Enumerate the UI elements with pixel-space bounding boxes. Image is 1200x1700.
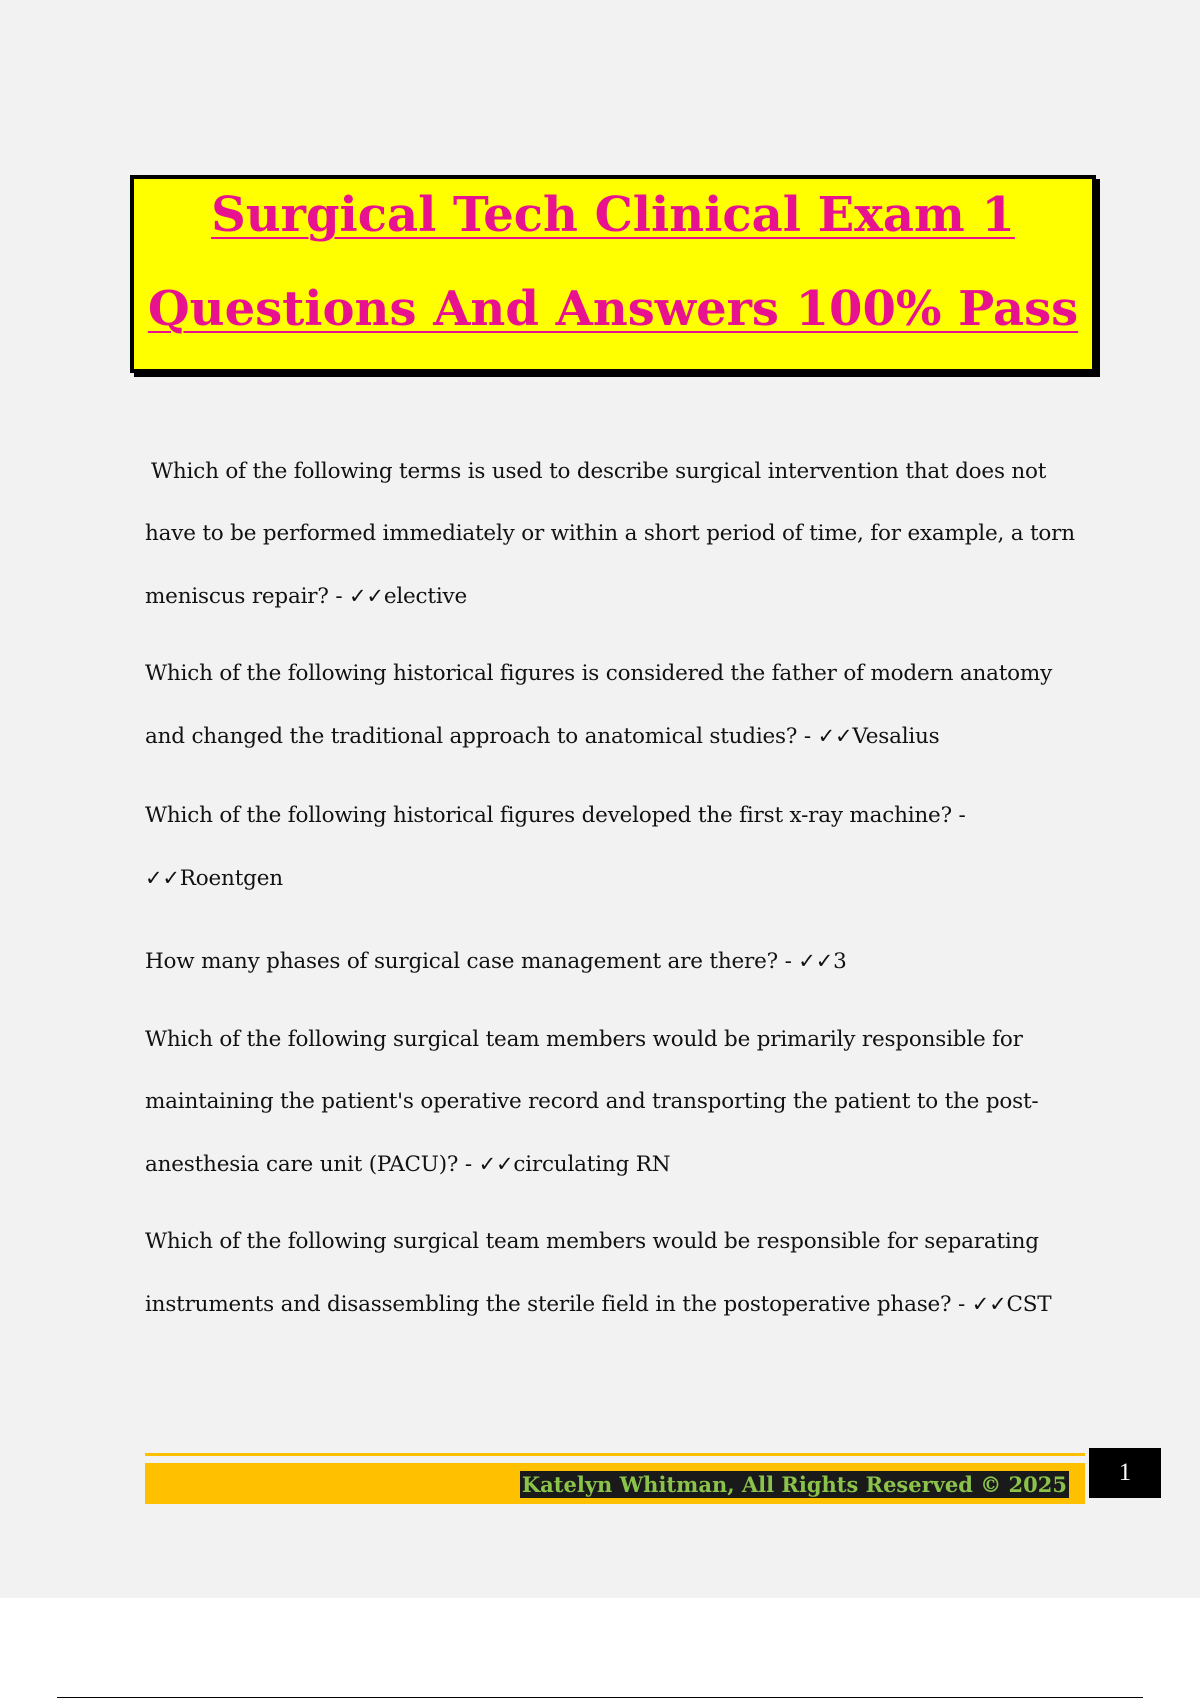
question-text: Which of the following surgical team members would be responsible for separating instruments and disassembling the sterile field in the postoperative phase? - [145,1229,1039,1317]
qa-item [145,643,1085,768]
check-icon: ✓✓ [145,866,180,890]
copyright-text: Katelyn Whitman, All Rights Reserved © 2025 [521,1472,1067,1497]
check-icon: ✓✓ [349,584,384,608]
check-icon: ✓✓ [478,1152,514,1176]
question-text: Which of the following historical figures is considered the father of modern anatomy and changed the traditional approach to anatomical studies? - [145,661,1053,749]
qa-item [145,1009,1085,1196]
bottom-divider [57,1697,1143,1698]
answer-text: Roentgen [179,866,283,891]
title-line-2: Questions And Answers 100% Pass [147,281,1079,337]
footer-bar [145,1463,1085,1504]
answer-text: 3 [833,949,847,974]
answer-text: circulating RN [513,1152,671,1177]
check-icon: ✓✓ [817,724,853,748]
page-number: 1 [1089,1448,1161,1498]
check-icon: ✓✓ [798,949,834,973]
question-text: How many phases of surgical case management are there? - [145,949,792,974]
title-line-1: Surgical Tech Clinical Exam 1 [211,187,1015,243]
qa-item [145,785,1085,910]
footer-rule [145,1453,1085,1456]
question-text: Which of the following surgical team members would be primarily responsible for maintaining the patient's operative record and transporting the patient to the post-anesthesia care unit (PACU)? - [145,1027,1039,1177]
check-icon: ✓✓ [971,1292,1007,1316]
qa-item [145,441,1085,628]
question-text: Which of the following historical figures developed the first x-ray machine? - [145,803,966,828]
answer-text: Vesalius [852,724,940,749]
question-text: Which of the following terms is used to describe surgical intervention that does not have to be performed immediately or within a short period of time, for example, a torn meniscus repair? - [145,459,1075,609]
answer-text: elective [383,584,467,609]
title-box [130,175,1096,373]
qa-item [145,930,1085,993]
answer-text: CST [1006,1292,1052,1317]
qa-item [145,1211,1085,1336]
